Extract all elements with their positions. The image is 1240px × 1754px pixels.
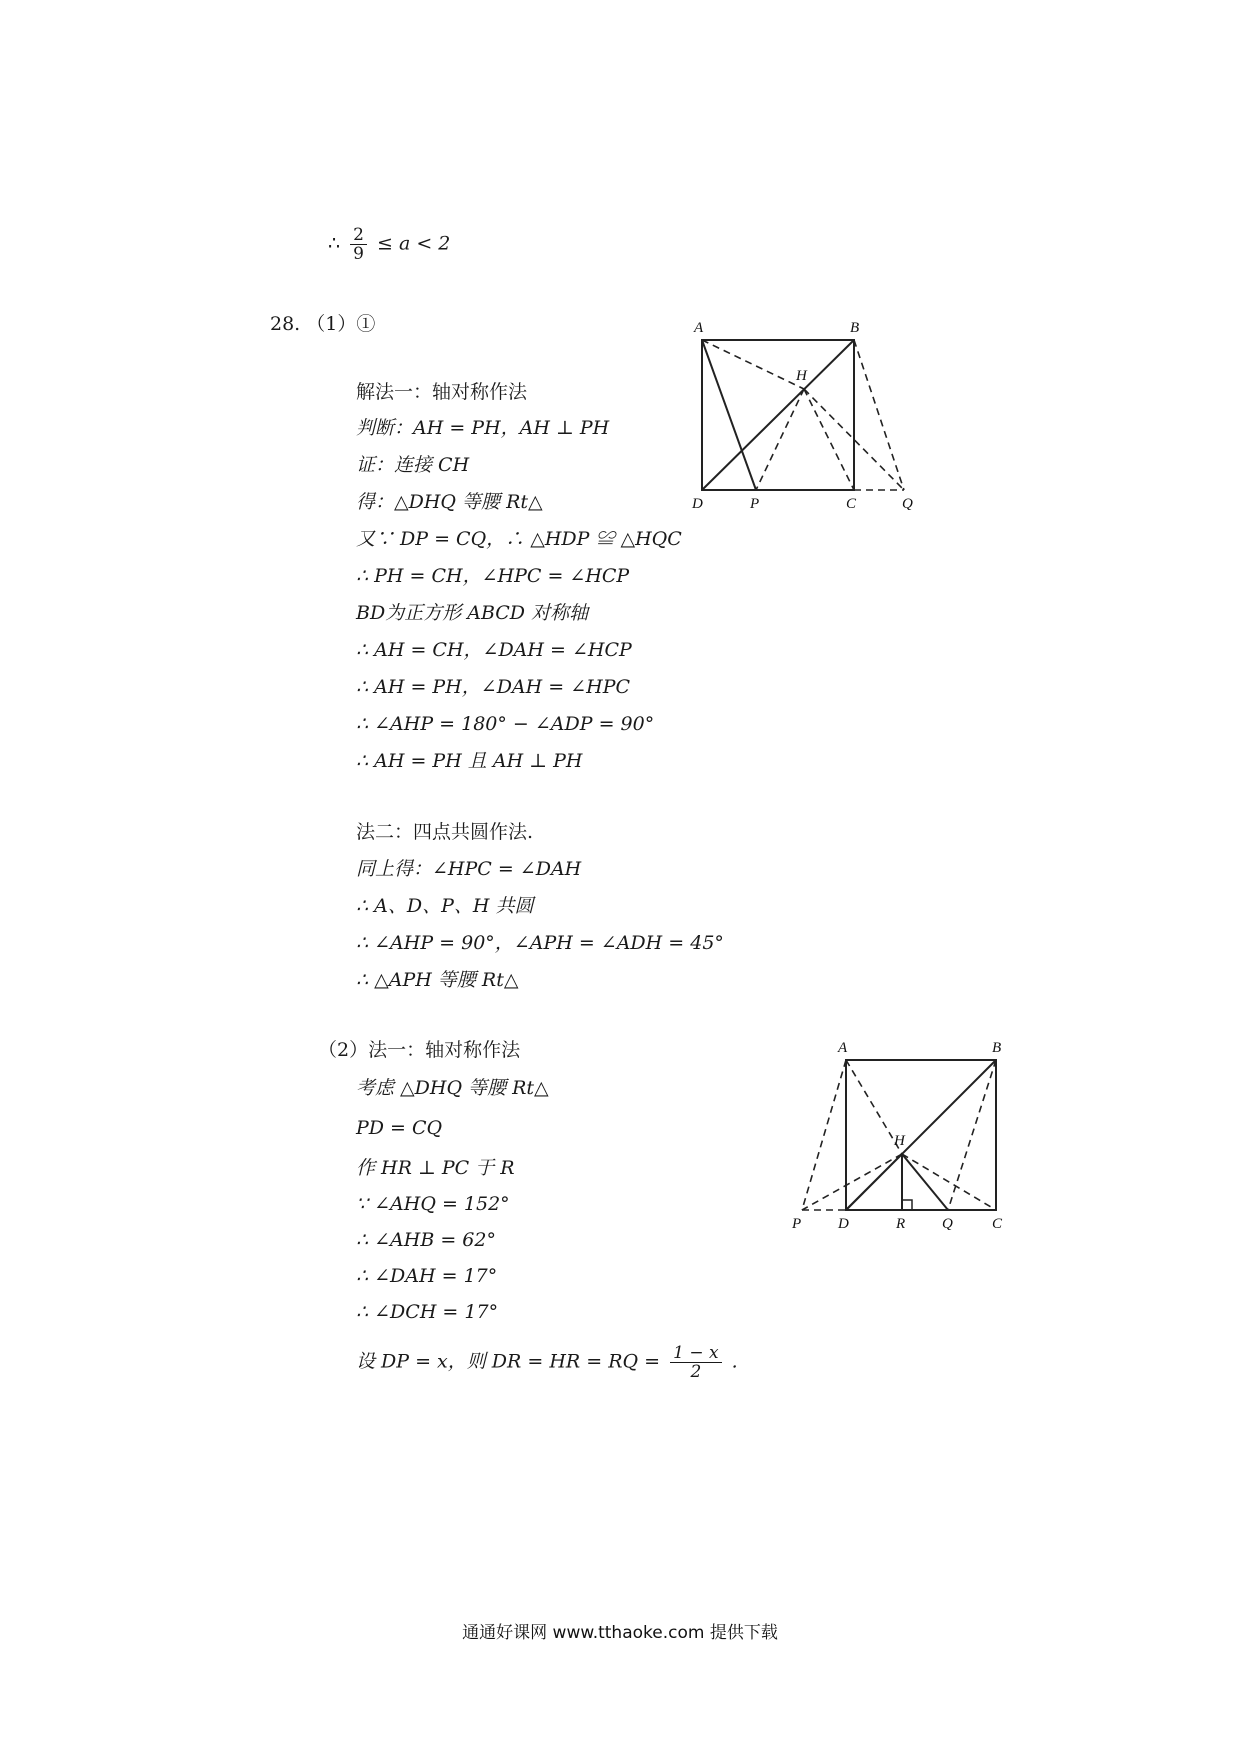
method2-title: 法二：四点共圆作法. — [356, 821, 534, 843]
label-b: B — [992, 1040, 1002, 1056]
proof-line: ∴ AH = PH，∠DAH = ∠HPC — [356, 676, 631, 698]
label-a: A — [694, 320, 704, 336]
proof-line: 证：连接 CH — [356, 454, 470, 476]
fraction — [670, 1344, 721, 1381]
proof-line: ∵ ∠AHQ = 152° — [356, 1193, 510, 1215]
proof-line: ∴ ∠AHP = 90°，∠APH = ∠ADH = 45° — [356, 932, 724, 954]
proof-line: ∴ △APH 等腰 Rt△ — [356, 969, 519, 991]
proof-line: 同上得：∠HPC = ∠DAH — [356, 858, 582, 880]
fraction-numerator: 1 − x — [670, 1344, 721, 1363]
proof-line: 作 HR ⊥ PC 于 R — [356, 1157, 515, 1179]
fraction-numerator: 2 — [350, 226, 367, 245]
label-p: P — [750, 496, 760, 510]
dashed-bq — [854, 340, 904, 490]
proof-line: ∴ ∠AHP = 180° − ∠ADP = 90° — [356, 713, 655, 735]
label-d: D — [838, 1216, 849, 1230]
segment-bd — [702, 340, 854, 490]
label-r: R — [896, 1216, 906, 1230]
proof-line: ∴ ∠DCH = 17° — [356, 1301, 499, 1323]
label-c: C — [846, 496, 857, 510]
proof-line: 又∵ DP = CQ，∴ △HDP ≌ △HQC — [356, 528, 682, 550]
q28-header: 28. （1）① — [270, 313, 376, 335]
label-d: D — [692, 496, 703, 510]
right-angle-mark — [902, 1200, 912, 1210]
proof-line: 考虑 △DHQ 等腰 Rt△ — [356, 1077, 549, 1099]
label-h: H — [796, 368, 807, 384]
proof-line: ∴ ∠DAH = 17° — [356, 1265, 498, 1287]
final-suffix: . — [731, 1350, 738, 1373]
label-q: Q — [902, 496, 913, 510]
fraction-denominator: 9 — [353, 244, 364, 264]
label-c: C — [992, 1216, 1003, 1230]
proof-line: ∴ A、D、P、H 共圆 — [356, 895, 534, 917]
proof-line: ∴ AH = CH，∠DAH = ∠HCP — [356, 639, 632, 661]
proof-line: ∴ ∠AHB = 62° — [356, 1229, 496, 1251]
dashed-hp — [756, 389, 804, 490]
segment-hq — [902, 1154, 948, 1210]
dashed-bq — [948, 1060, 996, 1210]
top-inequality — [328, 226, 450, 263]
final-prefix: 设 DP = x，则 DR = HR = RQ = — [356, 1350, 661, 1373]
proof-line: BD为正方形 ABCD 对称轴 — [356, 602, 589, 624]
method1-title: 解法一：轴对称作法 — [356, 381, 528, 403]
dashed-hc — [902, 1154, 996, 1210]
label-p: P — [792, 1216, 802, 1230]
label-b: B — [850, 320, 860, 336]
label-h: H — [894, 1133, 905, 1149]
inequality-rest: ≤ a < 2 — [377, 232, 451, 255]
proof-line: PD = CQ — [356, 1117, 443, 1139]
proof-line-final — [356, 1344, 738, 1381]
proof-line: ∴ AH = PH 且 AH ⊥ PH — [356, 750, 583, 772]
part2-title: （2）法一：轴对称作法 — [318, 1039, 521, 1061]
figure-1 — [680, 310, 920, 510]
dashed-hc — [804, 389, 854, 490]
proof-line: ∴ PH = CH，∠HPC = ∠HCP — [356, 565, 630, 587]
proof-line: 判断：AH = PH，AH ⊥ PH — [356, 417, 610, 439]
label-q: Q — [942, 1216, 953, 1230]
footer-credit: 通通好课网 www.tthaoke.com 提供下载 — [462, 1623, 778, 1643]
figure-2 — [782, 1030, 1022, 1230]
fraction-denominator: 2 — [690, 1362, 702, 1382]
fraction — [350, 226, 367, 263]
dashed-ap — [802, 1060, 846, 1210]
segment-hd — [846, 1154, 902, 1210]
dashed-hp — [802, 1154, 902, 1210]
proof-line: 得：△DHQ 等腰 Rt△ — [356, 491, 543, 513]
label-a: A — [838, 1040, 848, 1056]
therefore-symbol: ∴ — [328, 232, 341, 255]
